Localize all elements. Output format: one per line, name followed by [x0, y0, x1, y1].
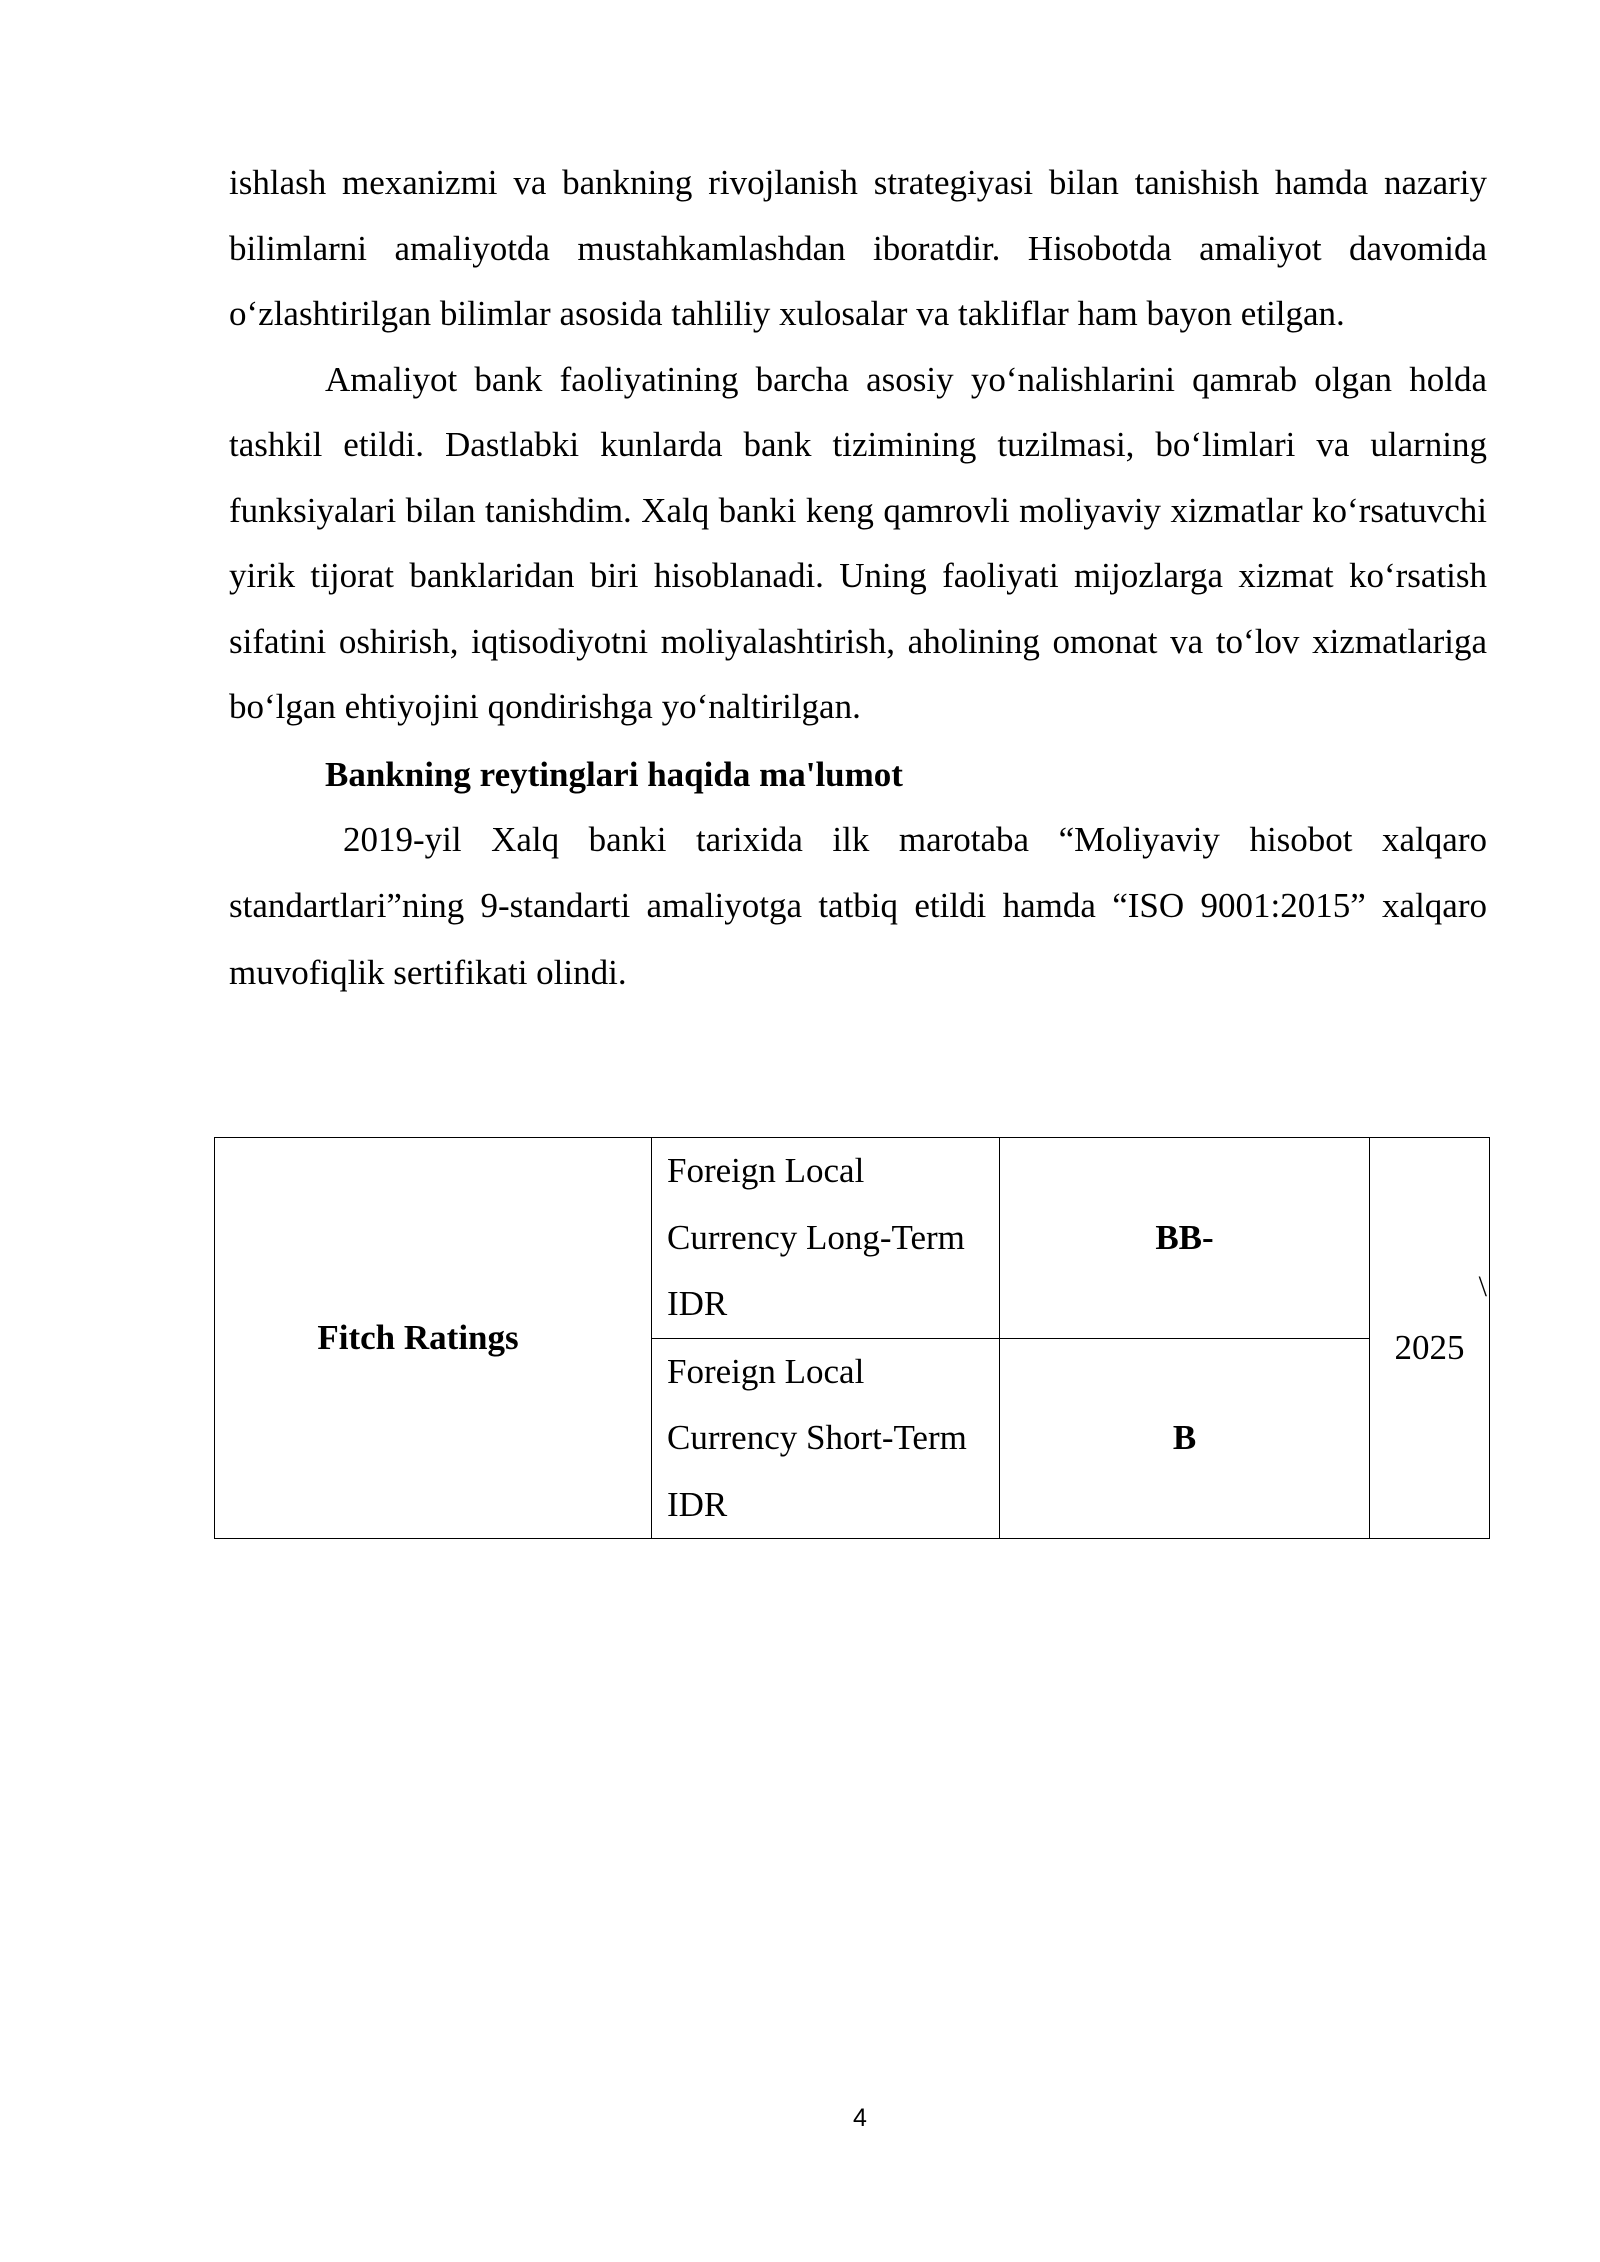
rating-year-cell — [1370, 1138, 1490, 1539]
table-row — [215, 1138, 1490, 1339]
rating-description: Foreign Local Currency Short-Term IDR — [667, 1351, 967, 1524]
stray-mark: \ — [1478, 1270, 1487, 1303]
rating-value: B — [1172, 1418, 1197, 1458]
paragraph-1: ishlash mexanizmi va bankning rivojlanish strategiyasi bilan tanishish hamda nazariy bilimlarni amaliyotda mustahkamlashdan iboratdir. Hisobotda amaliyot davomida o‘zlashtirilgan bilimlar asosida tahliliy xulosalar va takliflar ham bayon etilgan. — [229, 163, 1487, 333]
rating-agency-label: Fitch Ratings — [317, 1318, 519, 1357]
section-heading: Bankning reytinglari haqida ma'lumot — [325, 754, 903, 794]
paragraph-2: Amaliyot bank faoliyatining barcha asosiy yo‘nalishlarini qamrab olgan holda tashkil etildi. Dastlabki kunlarda bank tizimining tuzilmasi, bo‘limlari va ularning funksiyalari bilan tanishdim. Xalq banki keng qamrovli moliyaviy xizmatlar ko‘rsatuvchi yirik tijorat banklaridan biri hisoblanadi. Uning faoliyati mijozlarga xizmat ko‘rsatish sifatini oshirish, iqtisodiyotni moliyalashtirish, aholining omonat va to‘lov xizmatlariga bo‘lgan ehtiyojini qondirishga yo‘naltirilgan. — [229, 359, 1487, 726]
paragraph-3: 2019-yil Xalq banki tarixida ilk marotaba “Moliyaviy hisobot xalqaro standartlari”ning 9-standarti amaliyotga tatbiq etildi hamda “ISO 9001:2015” xalqaro muvofiqlik sertifikati olindi. — [229, 819, 1487, 992]
rating-value: BB- — [1155, 1217, 1214, 1257]
rating-value-cell — [1000, 1338, 1370, 1539]
rating-description-cell — [652, 1338, 1000, 1539]
rating-description: Foreign Local Currency Long-Term IDR — [667, 1151, 965, 1323]
rating-year: 2025 — [1394, 1328, 1465, 1367]
rating-description-cell — [652, 1138, 1000, 1339]
page-number: 4 — [853, 2104, 867, 2132]
document-body — [229, 150, 1487, 1006]
rating-agency-cell — [215, 1138, 652, 1539]
rating-value-cell — [1000, 1138, 1370, 1339]
ratings-table — [214, 1137, 1490, 1539]
